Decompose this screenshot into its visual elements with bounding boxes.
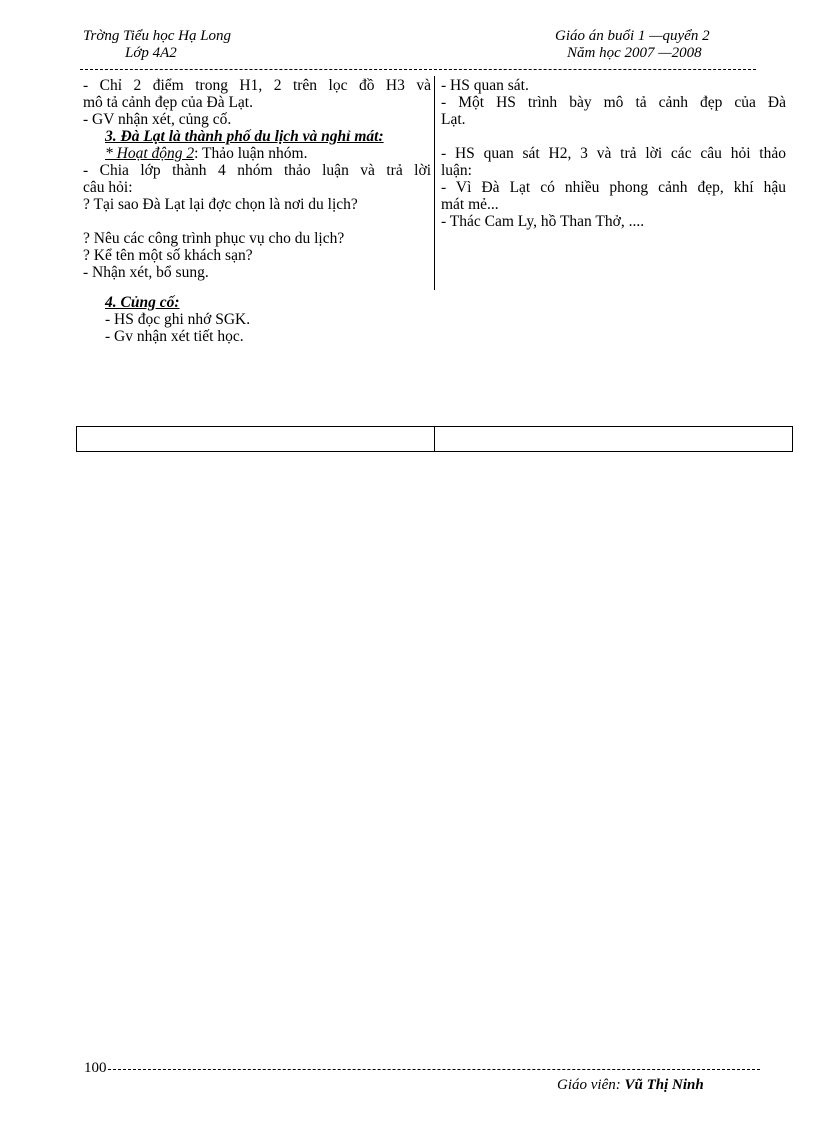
student-activities-column (441, 77, 786, 230)
activity-2-title: : Thảo luận nhóm. (194, 145, 308, 162)
teacher-signature (557, 1077, 704, 1094)
left-line-3: - GV nhận xét, củng cố. (83, 111, 232, 128)
empty-table-row (76, 426, 793, 452)
right-line-3: Lạt. (441, 111, 466, 128)
right-line-2: - Một HS trình bày mô tả cảnh đẹp của Đà (441, 94, 786, 111)
footer-divider (108, 1069, 760, 1070)
lesson-plan-title: Giáo án buổi 1 —quyển 2 (555, 28, 710, 44)
right-line-7: mát mẻ... (441, 196, 499, 213)
teacher-activities-column (83, 77, 431, 281)
activity-2-line (83, 145, 431, 162)
question-why-dalat: ? Tại sao Đà Lạt lại đợc chọn là nơi du lịch? (83, 196, 358, 213)
right-line-1: - HS quan sát. (441, 77, 529, 94)
school-name: Trờng Tiểu học Hạ Long (83, 28, 232, 44)
page-number: 100 (84, 1060, 107, 1076)
column-divider (434, 76, 435, 290)
right-line-4: - HS quan sát H2, 3 và trả lời các câu hỏi thảo (441, 145, 786, 162)
consolidation-heading: 4. Củng cố: (105, 294, 180, 311)
left-line-6: - Chia lớp thành 4 nhóm thảo luận và trả lời (83, 162, 431, 179)
right-line-5: luận: (441, 162, 472, 179)
section-heading-3: 3. Đà Lạt là thành phố du lịch và nghỉ mát: (105, 128, 384, 145)
left-line-1: - Chỉ 2 điểm trong H1, 2 trên lọc đồ H3 và (83, 77, 431, 94)
school-year: Năm học 2007 —2008 (567, 45, 702, 61)
right-line-6: - Vì Đà Lạt có nhiều phong cảnh đẹp, khí hậu (441, 179, 786, 196)
left-line-7: câu hỏi: (83, 179, 133, 196)
question-facilities: ? Nêu các công trình phục vụ cho du lịch? (83, 230, 345, 247)
left-line-2: mô tả cảnh đẹp của Đà Lạt. (83, 94, 253, 111)
activity-2-label: * Hoạt động 2 (105, 145, 195, 162)
class-name: Lớp 4A2 (125, 45, 177, 61)
teacher-name: Vũ Thị Ninh (624, 1077, 704, 1093)
question-hotels: ? Kể tên một số khách sạn? (83, 247, 253, 264)
consolidation-item-2: - Gv nhận xét tiết học. (105, 328, 244, 345)
right-line-8: - Thác Cam Ly, hồ Than Thở, .... (441, 213, 645, 230)
left-line-12: - Nhận xét, bổ sung. (83, 264, 209, 281)
teacher-label: Giáo viên: (557, 1077, 625, 1093)
header-divider (80, 69, 756, 70)
consolidation-section (105, 294, 250, 345)
table-column-divider (434, 427, 435, 451)
consolidation-item-1: - HS đọc ghi nhớ SGK. (105, 311, 251, 328)
